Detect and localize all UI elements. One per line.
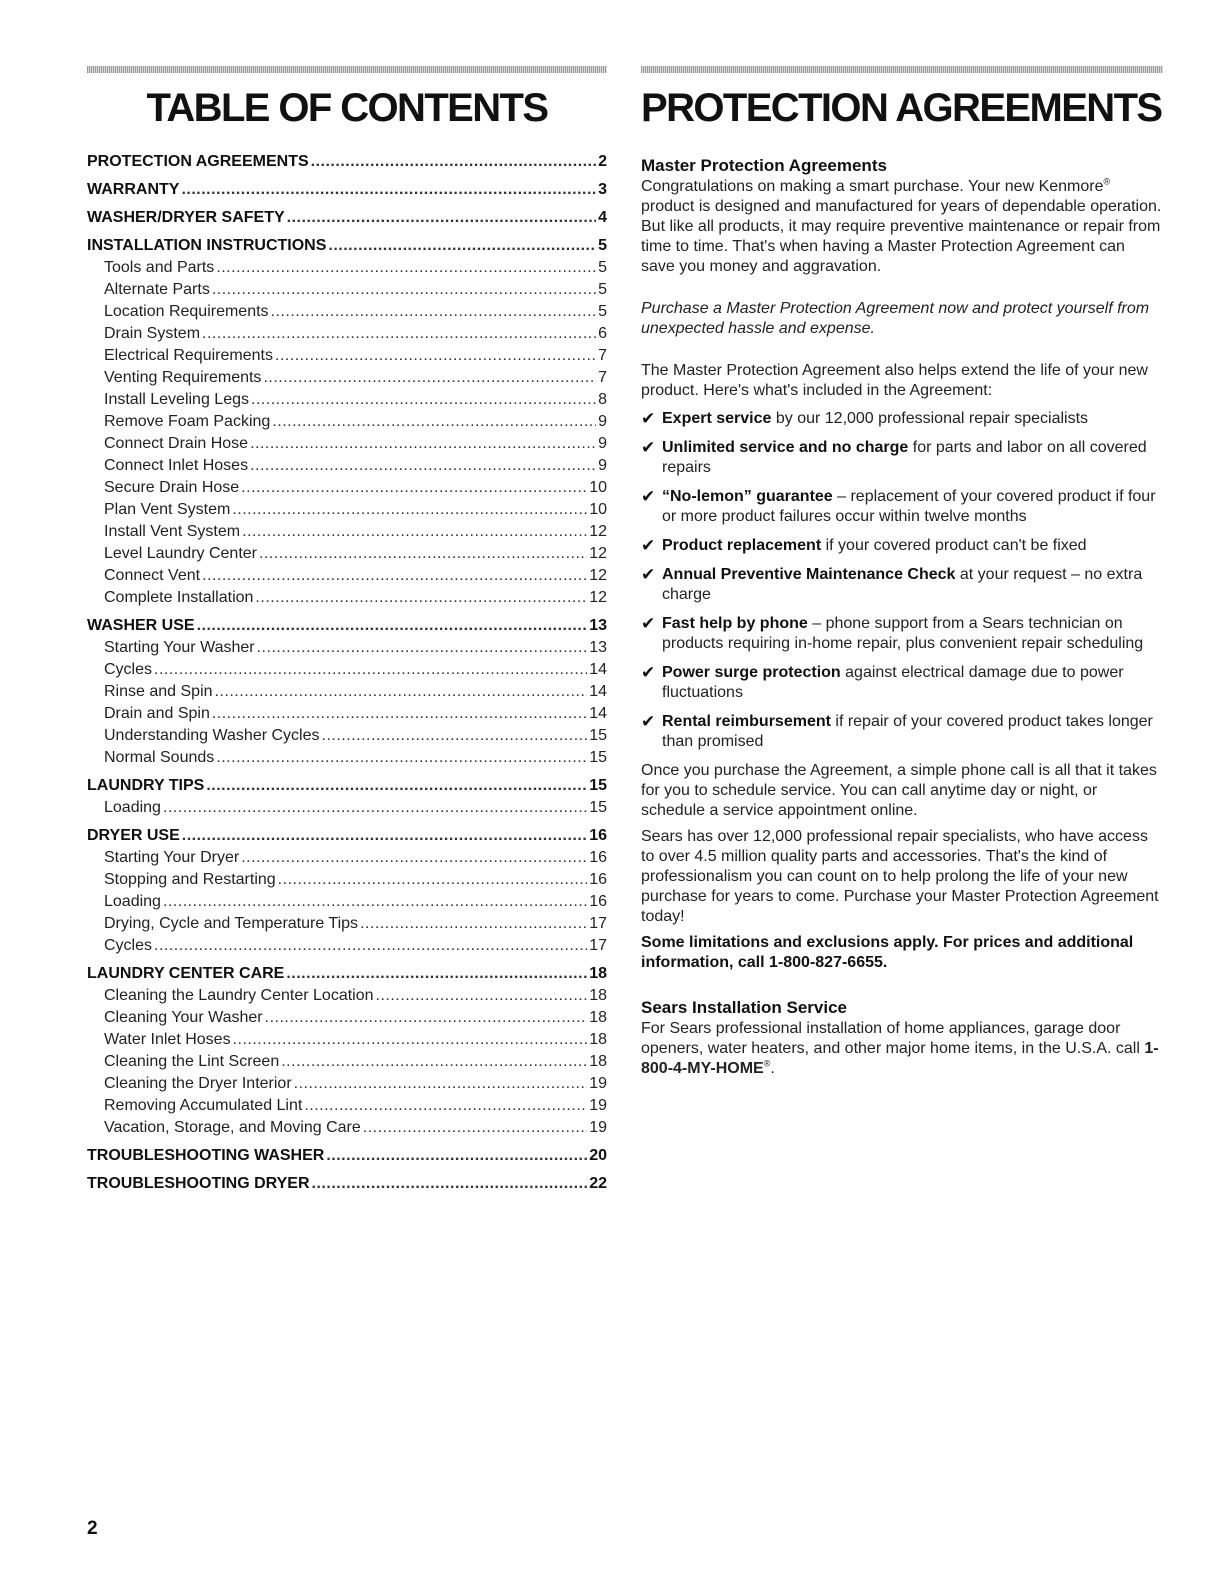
toc-entry-label: Plan Vent System (104, 501, 231, 518)
toc-entry-label: Loading (104, 799, 161, 816)
toc-subsection-entry (87, 637, 607, 659)
toc-entry-page: 14 (589, 683, 607, 700)
toc-subsection-entry (87, 1051, 607, 1073)
installation-period: . (770, 1060, 775, 1077)
toc-subsection-entry (87, 279, 607, 301)
benefit-text (662, 438, 1163, 478)
included-paragraph: The Master Protection Agreement also helps extend the life of your new product. Here's what's included in the Agreement: (641, 362, 1148, 399)
table-of-contents-column (87, 66, 607, 1195)
checkmark-icon: ✔ (641, 438, 656, 457)
benefit-description: – phone support from a Sears technician on products requiring in-home repair, plus convenient repair scheduling (662, 615, 1144, 652)
dot-leader (265, 1007, 588, 1029)
toc-entry-label: Drain System (104, 325, 201, 342)
toc-entry-label: Level Laundry Center (104, 545, 257, 562)
benefit-text (662, 614, 1163, 654)
toc-entry-page: 18 (589, 1009, 607, 1026)
toc-section-entry (87, 1145, 607, 1167)
toc-entry-label: Stopping and Restarting (104, 871, 276, 888)
protection-title: PROTECTION AGREEMENTS (641, 86, 1162, 130)
toc-entry-page: 7 (598, 369, 607, 386)
dot-leader (272, 411, 596, 433)
dot-leader (216, 747, 587, 769)
benefit-title: “No-lemon” guarantee (662, 488, 833, 505)
benefit-title: Annual Preventive Maintenance Check (662, 566, 956, 583)
toc-entry-label: LAUNDRY TIPS (87, 777, 205, 794)
dot-leader (255, 587, 587, 609)
benefit-title: Fast help by phone (662, 615, 808, 632)
toc-subsection-entry (87, 913, 607, 935)
header-rule (641, 66, 1163, 73)
toc-subsection-entry (87, 703, 607, 725)
toc-entry-label: Normal Sounds (104, 749, 215, 766)
dot-leader (181, 179, 596, 201)
toc-subsection-entry (87, 257, 607, 279)
toc-entry-label: INSTALLATION INSTRUCTIONS (87, 237, 327, 254)
toc-section-entry (87, 207, 607, 229)
dot-leader (263, 367, 596, 389)
toc-entry-page: 16 (589, 827, 607, 844)
toc-entry-label: Secure Drain Hose (104, 479, 240, 496)
toc-subsection-entry (87, 797, 607, 819)
benefit-item (641, 438, 1163, 478)
dot-leader (206, 775, 587, 797)
toc-entry-page: 18 (589, 987, 607, 1004)
italic-paragraph: Purchase a Master Protection Agreement now and protect yourself from unexpected hassle and expense. (641, 300, 1150, 337)
toc-entry-page: 12 (589, 523, 607, 540)
toc-entry-page: 9 (598, 457, 607, 474)
benefit-description: – replacement of your covered product if four or more product failures occur within twelve months (662, 488, 1156, 525)
dot-leader (311, 151, 596, 173)
dot-leader (154, 659, 587, 681)
dot-leader (287, 207, 596, 229)
toc-entry-page: 4 (598, 209, 607, 226)
toc-entry-page: 15 (589, 749, 607, 766)
toc-entry-page: 9 (598, 413, 607, 430)
toc-entry-label: Cleaning the Lint Screen (104, 1053, 280, 1070)
protection-agreements-column (641, 66, 1163, 1079)
toc-entry-page: 8 (598, 391, 607, 408)
dot-leader (250, 455, 596, 477)
toc-entry-page: 14 (589, 705, 607, 722)
checkmark-icon: ✔ (641, 565, 656, 584)
toc-entry-page: 22 (589, 1175, 607, 1192)
registered-mark: ® (1103, 176, 1111, 187)
dot-leader (363, 1117, 587, 1139)
checkmark-icon: ✔ (641, 536, 656, 555)
dot-leader (202, 565, 587, 587)
toc-subsection-entry (87, 433, 607, 455)
toc-entry-page: 14 (589, 661, 607, 678)
toc-subsection-entry (87, 935, 607, 957)
toc-entry-label: Removing Accumulated Lint (104, 1097, 303, 1114)
toc-section-entry (87, 615, 607, 637)
dot-leader (233, 1029, 588, 1051)
toc-subsection-entry (87, 499, 607, 521)
dot-leader (163, 797, 587, 819)
benefit-title: Unlimited service and no charge (662, 439, 909, 456)
toc-subsection-entry (87, 725, 607, 747)
dot-leader (154, 935, 587, 957)
toc-entry-label: Vacation, Storage, and Moving Care (104, 1119, 361, 1136)
toc-entry-label: TROUBLESHOOTING WASHER (87, 1147, 325, 1164)
benefit-item (641, 614, 1163, 654)
toc-entry-page: 16 (589, 849, 607, 866)
toc-entry-page: 12 (589, 589, 607, 606)
toc-entry-page: 9 (598, 435, 607, 452)
toc-entry-label: Loading (104, 893, 161, 910)
toc-subsection-entry (87, 985, 607, 1007)
dot-leader (360, 913, 587, 935)
toc-entry-label: Connect Vent (104, 567, 201, 584)
benefit-text (662, 409, 1088, 429)
benefit-title: Expert service (662, 410, 772, 427)
toc-entry-page: 5 (598, 303, 607, 320)
installation-paragraph (641, 1019, 1163, 1079)
checkmark-icon: ✔ (641, 712, 656, 731)
dot-leader (326, 1145, 587, 1167)
toc-entry-page: 6 (598, 325, 607, 342)
toc-entry-page: 5 (598, 281, 607, 298)
toc-entry-label: Connect Drain Hose (104, 435, 249, 452)
toc-entry-label: Connect Inlet Hoses (104, 457, 249, 474)
toc-entry-label: Electrical Requirements (104, 347, 273, 364)
toc-section-entry (87, 963, 607, 985)
toc-entry-label: Tools and Parts (104, 259, 215, 276)
once-paragraph: Once you purchase the Agreement, a simple phone call is all that it takes for you to schedule service. You can call anytime day or night, or schedule a service appointment online. (641, 762, 1157, 819)
dot-leader (304, 1095, 587, 1117)
dot-leader (328, 235, 596, 257)
toc-subsection-entry (87, 389, 607, 411)
benefit-text (662, 565, 1163, 605)
toc-subsection-entry (87, 1007, 607, 1029)
benefit-description: if repair of your covered product takes longer than promised (662, 713, 1153, 750)
toc-entry-page: 18 (589, 1031, 607, 1048)
toc-subsection-entry (87, 587, 607, 609)
toc-entry-page: 19 (589, 1097, 607, 1114)
toc-subsection-entry (87, 891, 607, 913)
benefit-item (641, 663, 1163, 703)
dot-leader (163, 891, 587, 913)
toc-subsection-entry (87, 521, 607, 543)
toc-entry-page: 16 (589, 871, 607, 888)
toc-entry-label: WARRANTY (87, 181, 180, 198)
toc-subsection-entry (87, 847, 607, 869)
toc-entry-page: 15 (589, 777, 607, 794)
page-number: 2 (87, 1518, 98, 1539)
toc-subsection-entry (87, 681, 607, 703)
toc-entry-label: Drain and Spin (104, 705, 210, 722)
toc-entry-page: 7 (598, 347, 607, 364)
benefit-list (641, 409, 1163, 752)
installation-phone: 1-800-4-MY-HOME (641, 1040, 1159, 1077)
toc-entry-page: 13 (589, 639, 607, 656)
toc-entry-label: Install Vent System (104, 523, 241, 540)
toc-section-entry (87, 1173, 607, 1195)
toc-entry-label: LAUNDRY CENTER CARE (87, 965, 285, 982)
dot-leader (376, 985, 588, 1007)
toc-entry-label: Understanding Washer Cycles (104, 727, 320, 744)
dot-leader (259, 543, 587, 565)
benefit-item (641, 565, 1163, 605)
toc-entry-page: 5 (598, 259, 607, 276)
dot-leader (182, 825, 587, 847)
toc-entry-page: 5 (598, 237, 607, 254)
toc-entry-label: Install Leveling Legs (104, 391, 249, 408)
benefit-title: Power surge protection (662, 664, 841, 681)
toc-section-entry (87, 825, 607, 847)
toc-entry-page: 3 (598, 181, 607, 198)
benefit-item (641, 487, 1163, 527)
toc-entry-label: Starting Your Dryer (104, 849, 240, 866)
benefit-text (662, 487, 1163, 527)
dot-leader (322, 725, 588, 747)
dot-leader (251, 389, 596, 411)
intro-text-a: Congratulations on making a smart purchase. Your new Kenmore (641, 178, 1104, 195)
dot-leader (241, 477, 587, 499)
toc-entry-page: 18 (589, 1053, 607, 1070)
limitations-paragraph: Some limitations and exclusions apply. For prices and additional information, call 1-800-827-6655. (641, 934, 1134, 971)
installation-text: For Sears professional installation of home appliances, garage door openers, water heaters, and other major home items, in the U.S.A. call (641, 1020, 1145, 1057)
toc-entry-label: WASHER USE (87, 617, 195, 634)
toc-entry-label: Rinse and Spin (104, 683, 213, 700)
benefit-description: by our 12,000 professional repair specialists (771, 410, 1089, 427)
toc-entry-label: PROTECTION AGREEMENTS (87, 153, 309, 170)
toc-entry-page: 20 (589, 1147, 607, 1164)
benefit-description: for parts and labor on all covered repairs (662, 439, 1147, 476)
toc-entry-label: Complete Installation (104, 589, 254, 606)
toc-entry-label: Cleaning the Laundry Center Location (104, 987, 374, 1004)
benefit-item (641, 409, 1163, 429)
toc-subsection-entry (87, 565, 607, 587)
sears-paragraph: Sears has over 12,000 professional repair specialists, who have access to over 4.5 million quality parts and accessories. That's the kind of professionalism you can count on to help prolong the life of your new purchase for years to come. Purchase your Master Protection Agreement today! (641, 828, 1159, 925)
checkmark-icon: ✔ (641, 409, 656, 428)
benefit-text (662, 712, 1163, 752)
benefit-item (641, 536, 1163, 556)
toc-entry-label: Drying, Cycle and Temperature Tips (104, 915, 359, 932)
benefit-item (641, 712, 1163, 752)
dot-leader (250, 433, 596, 455)
dot-leader (202, 323, 596, 345)
toc-section-entry (87, 775, 607, 797)
toc-subsection-entry (87, 1073, 607, 1095)
mpa-heading: Master Protection Agreements (641, 156, 887, 175)
toc-subsection-entry (87, 367, 607, 389)
toc-subsection-entry (87, 1095, 607, 1117)
toc-entry-page: 15 (589, 727, 607, 744)
toc-entry-label: Location Requirements (104, 303, 269, 320)
toc-entry-label: WASHER/DRYER SAFETY (87, 209, 285, 226)
toc-entry-label: Venting Requirements (104, 369, 262, 386)
toc-entry-page: 15 (589, 799, 607, 816)
toc-title: TABLE OF CONTENTS (146, 86, 548, 130)
benefit-description: against electrical damage due to power fluctuations (662, 664, 1124, 701)
dot-leader (281, 1051, 587, 1073)
toc-subsection-entry (87, 1029, 607, 1051)
dot-leader (212, 279, 596, 301)
toc-entry-label: Cleaning the Dryer Interior (104, 1075, 292, 1092)
toc-entry-label: Water Inlet Hoses (104, 1031, 231, 1048)
toc-entry-label: Cycles (104, 937, 153, 954)
toc-entry-label: Cleaning Your Washer (104, 1009, 263, 1026)
dot-leader (242, 521, 587, 543)
toc-section-entry (87, 151, 607, 173)
toc-entry-page: 17 (589, 915, 607, 932)
dot-leader (241, 847, 587, 869)
dot-leader (232, 499, 587, 521)
toc-subsection-entry (87, 323, 607, 345)
toc-entry-page: 12 (589, 567, 607, 584)
dot-leader (294, 1073, 588, 1095)
registered-mark: ® (763, 1058, 771, 1069)
toc-entry-label: Remove Foam Packing (104, 413, 271, 430)
dot-leader (278, 869, 588, 891)
intro-text-b: product is designed and manufactured for years of dependable operation. But like all products, it may require preventive maintenance or repair from time to time. That's when having a Master Protection Agreement can save you money and aggravation. (641, 198, 1162, 275)
toc-entry-page: 19 (589, 1119, 607, 1136)
toc-list (87, 151, 607, 1195)
benefit-title: Rental reimbursement (662, 713, 831, 730)
dot-leader (312, 1173, 588, 1195)
toc-entry-page: 17 (589, 937, 607, 954)
checkmark-icon: ✔ (641, 614, 656, 633)
dot-leader (216, 257, 596, 279)
toc-entry-page: 12 (589, 545, 607, 562)
toc-entry-page: 10 (589, 479, 607, 496)
toc-entry-page: 16 (589, 893, 607, 910)
benefit-text (662, 663, 1163, 703)
toc-section-entry (87, 179, 607, 201)
benefit-description: at your request – no extra charge (662, 566, 1143, 603)
checkmark-icon: ✔ (641, 663, 656, 682)
toc-entry-label: TROUBLESHOOTING DRYER (87, 1175, 310, 1192)
benefit-text (662, 536, 1087, 556)
toc-subsection-entry (87, 477, 607, 499)
toc-section-entry (87, 235, 607, 257)
dot-leader (197, 615, 588, 637)
toc-subsection-entry (87, 345, 607, 367)
installation-heading: Sears Installation Service (641, 998, 847, 1017)
toc-subsection-entry (87, 869, 607, 891)
header-rule (87, 66, 607, 73)
toc-subsection-entry (87, 301, 607, 323)
dot-leader (257, 637, 588, 659)
dot-leader (212, 703, 587, 725)
toc-subsection-entry (87, 747, 607, 769)
toc-entry-page: 18 (589, 965, 607, 982)
intro-paragraph (641, 177, 1163, 277)
toc-subsection-entry (87, 659, 607, 681)
toc-subsection-entry (87, 411, 607, 433)
dot-leader (271, 301, 597, 323)
dot-leader (286, 963, 587, 985)
toc-entry-label: Starting Your Washer (104, 639, 255, 656)
benefit-description: if your covered product can't be fixed (821, 537, 1087, 554)
toc-entry-label: Cycles (104, 661, 153, 678)
toc-entry-label: DRYER USE (87, 827, 180, 844)
toc-entry-page: 19 (589, 1075, 607, 1092)
checkmark-icon: ✔ (641, 487, 656, 506)
toc-entry-page: 13 (589, 617, 607, 634)
toc-subsection-entry (87, 1117, 607, 1139)
benefit-title: Product replacement (662, 537, 822, 554)
dot-leader (215, 681, 588, 703)
toc-subsection-entry (87, 455, 607, 477)
toc-entry-page: 2 (598, 153, 607, 170)
toc-subsection-entry (87, 543, 607, 565)
toc-entry-page: 10 (589, 501, 607, 518)
toc-entry-label: Alternate Parts (104, 281, 210, 298)
dot-leader (275, 345, 596, 367)
